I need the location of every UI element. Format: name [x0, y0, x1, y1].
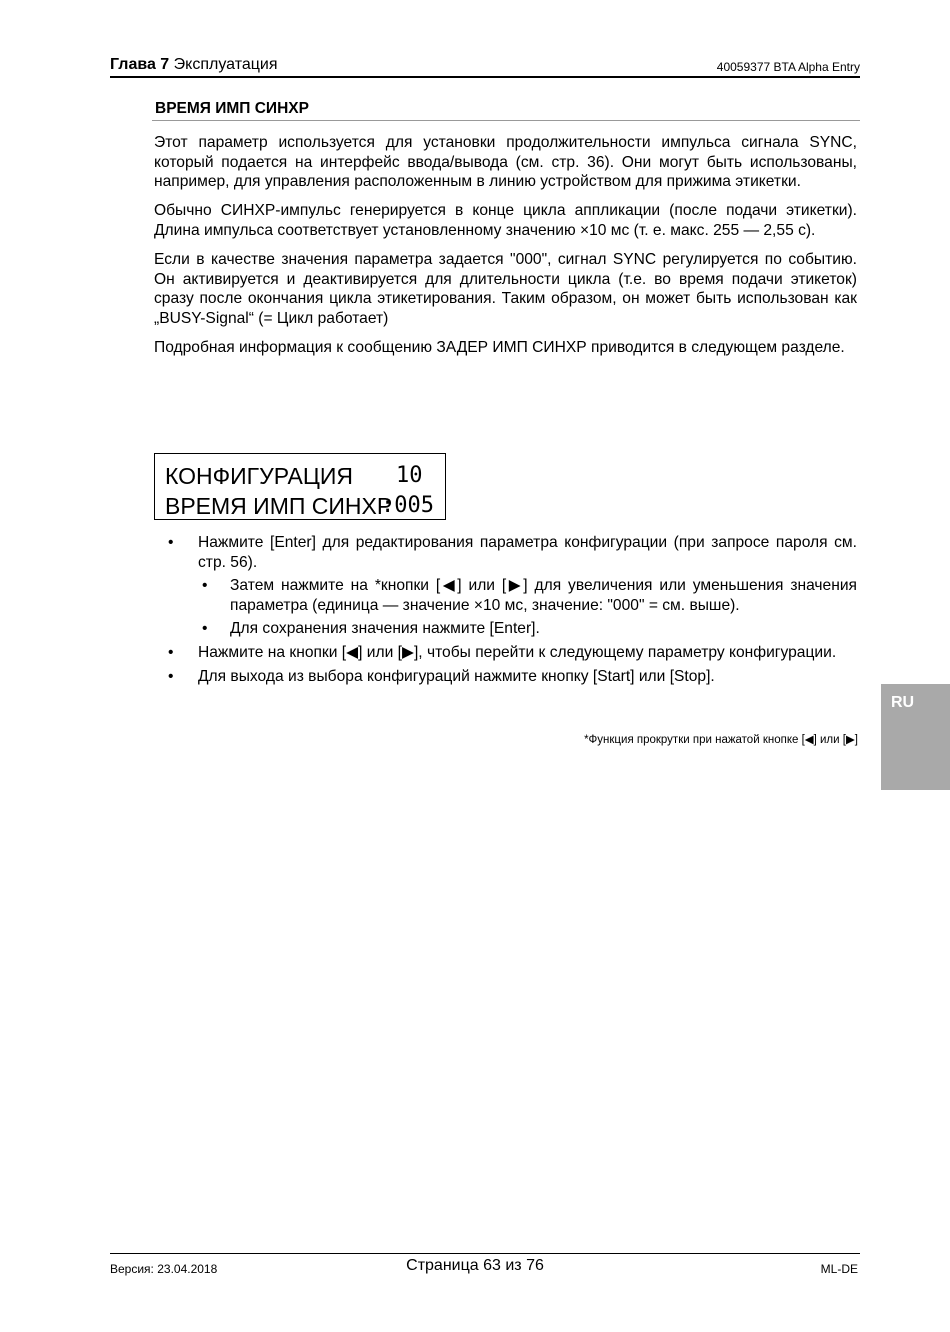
language-tab-label: RU — [891, 694, 915, 711]
list-item — [154, 533, 857, 572]
display-line2-value: :005 — [381, 493, 434, 518]
language-tab — [881, 684, 950, 790]
bullet-icon: • — [168, 643, 174, 661]
list-item-text: Нажмите на кнопки [◀] или [▶], чтобы перейти к следующему параметру конфигурации. — [198, 643, 837, 661]
paragraph: Подробная информация к сообщению ЗАДЕР ИМП СИНХР приводится в следующем разделе. — [154, 339, 845, 357]
list-item-text: Для выхода из выбора конфигураций нажмите кнопку [Start] или [Stop]. — [198, 667, 715, 685]
display-panel — [154, 453, 446, 520]
list-item-text: Затем нажмите на *кнопки [◀] или [▶] для увеличения или уменьшения значения параметра (единица — значение ×10 мс, значение: "000" = см. выше). — [230, 577, 857, 614]
display-line1-value: 10 — [396, 463, 423, 488]
footer-code: ML-DE — [820, 1262, 858, 1276]
paragraph: Если в качестве значения параметра задается "000", сигнал SYNC регулируется по событию. Он активируется и деактивируется для длительности цикла (т.е. во время подачи этикеток) сразу после окончания цикла этикетирования. Таким образом, он может быть использован как „BUSY-Signal“ (= Цикл работает) — [154, 251, 857, 327]
bullet-icon: • — [202, 620, 208, 638]
bullet-icon: • — [168, 667, 174, 685]
section-title: ВРЕМЯ ИМП СИНХР — [155, 100, 309, 117]
footer-page-number: Страница 63 из 76 — [406, 1257, 544, 1274]
paragraph: Этот параметр используется для установки продолжительности импульса сигнала SYNC, который подается на интерфейс ввода/вывода (см. стр. 36). Они могут быть использованы, например, для управления расположенным в линию устройством для прижима этикетки. — [154, 134, 857, 191]
display-line2-label: ВРЕМЯ ИМП СИНХР — [165, 493, 393, 519]
footer-version: Версия: 23.04.2018 — [110, 1262, 218, 1276]
footnote: *Функция прокрутки при нажатой кнопке [◀] или [▶] — [584, 734, 858, 746]
sub-list-item — [154, 576, 857, 615]
footer-divider — [110, 1253, 860, 1254]
chapter-heading — [110, 56, 278, 74]
list-item — [154, 643, 857, 663]
list-item — [154, 667, 857, 687]
header-divider — [110, 76, 860, 78]
instruction-list — [154, 533, 857, 690]
list-item-text: Для сохранения значения нажмите [Enter]. — [230, 620, 540, 638]
chapter-label: Глава 7 — [110, 56, 170, 73]
list-item-text: Нажмите [Enter] для редактирования параметра конфигурации (при запросе пароля см. стр. 56). — [198, 534, 857, 571]
page-header — [110, 56, 860, 76]
sub-list-item — [154, 619, 857, 639]
chapter-title: Эксплуатация — [173, 56, 278, 73]
paragraph: Обычно СИНХР-импульс генерируется в конце цикла аппликации (после подачи этикетки). Длина импульса соответствует установленному значению ×10 мс (т. е. макс. 255 — 2,55 с). — [154, 202, 857, 239]
bullet-icon: • — [202, 577, 208, 595]
section-body — [154, 133, 857, 367]
title-divider — [152, 120, 860, 121]
bullet-icon: • — [168, 534, 174, 551]
document-id: 40059377 BTA Alpha Entry — [716, 60, 860, 74]
display-line1-label: КОНФИГУРАЦИЯ — [165, 463, 354, 489]
